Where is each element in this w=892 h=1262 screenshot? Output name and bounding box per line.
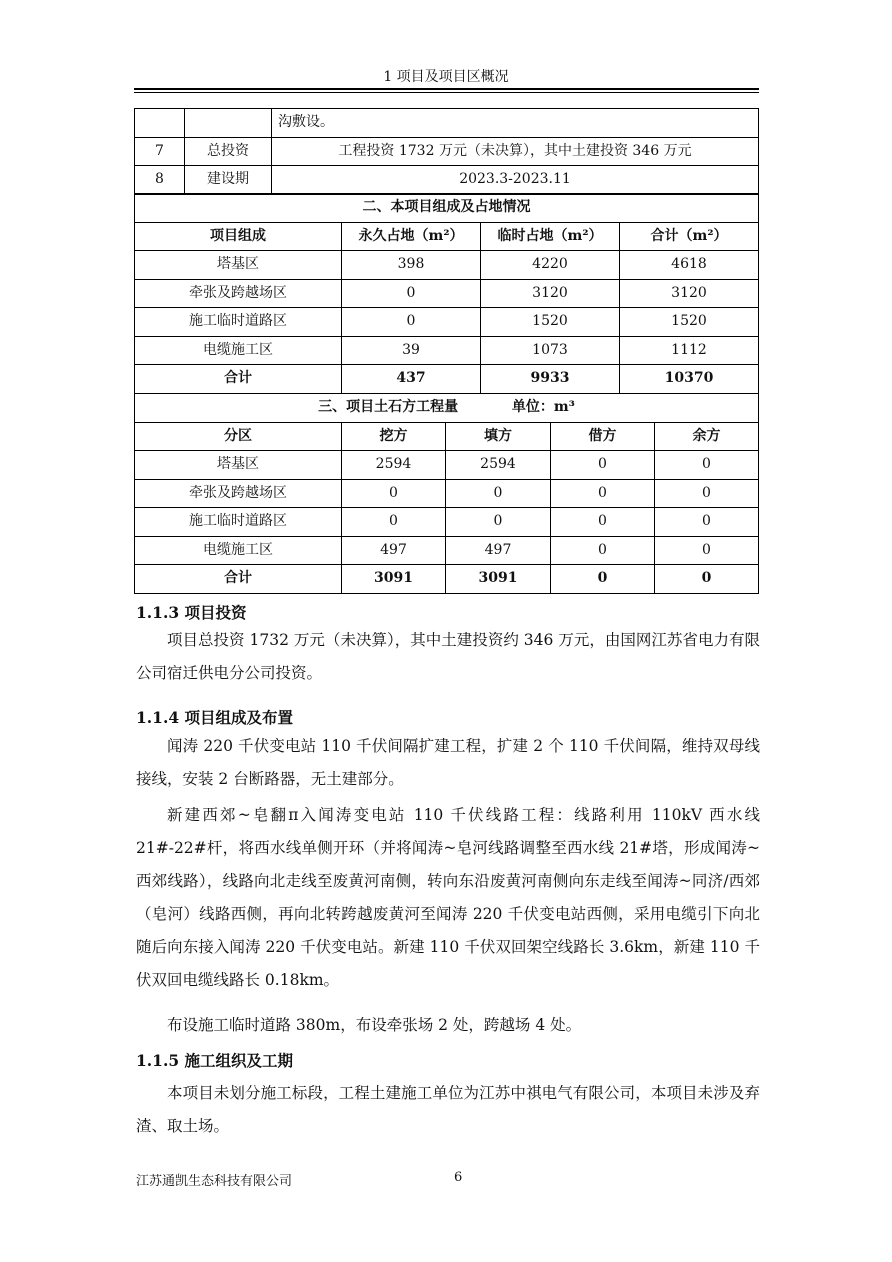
table-title-text: 三、项目土石方工程量 [318, 399, 459, 416]
paragraph: 项目总投资 1732 万元（未决算），其中土建投资约 346 万元，由国网江苏省电力有限公司宿迁供电分公司投资。 [136, 631, 760, 682]
table-row [135, 166, 759, 195]
table-row [135, 479, 759, 508]
table-cell: 0 [342, 508, 446, 537]
header-rule [134, 88, 759, 90]
column-header: 永久占地（m²） [342, 222, 481, 251]
table-row [135, 279, 759, 308]
table-cell: 1112 [620, 336, 759, 365]
table-cell: 1073 [481, 336, 620, 365]
page-header: 1 项目及项目区概况 [383, 69, 509, 85]
table-cell: 牵张及跨越场区 [135, 479, 342, 508]
page-number: 6 [454, 1170, 463, 1185]
footer-company: 江苏通凯生态科技有限公司 [136, 1174, 293, 1189]
table-cell [185, 109, 272, 138]
column-header: 合计（m²） [620, 222, 759, 251]
section-heading: 1.1.4 项目组成及布置 [136, 708, 294, 727]
table-cell: 4220 [481, 251, 620, 280]
table-cell: 塔基区 [135, 251, 342, 280]
table-cell: 电缆施工区 [135, 536, 342, 565]
column-header: 临时占地（m²） [481, 222, 620, 251]
table-cell: 合计 [135, 565, 342, 594]
table-cell: 0 [655, 508, 759, 537]
section-heading: 1.1.5 施工组织及工期 [136, 1051, 294, 1070]
table-row [135, 508, 759, 537]
table-cell: 0 [655, 479, 759, 508]
table-cell: 合计 [135, 365, 342, 394]
section-heading: 1.1.3 项目投资 [136, 603, 247, 622]
table-cell: 497 [446, 536, 551, 565]
table-cell: 3091 [342, 565, 446, 594]
table-cell: 总投资 [185, 137, 272, 166]
earthwork-table [134, 393, 759, 594]
table-unit: 单位：m³ [511, 399, 575, 416]
table-cell: 3120 [481, 279, 620, 308]
table-row [135, 109, 759, 138]
table-cell: 0 [342, 308, 481, 337]
table-cell: 2023.3-2023.11 [272, 166, 759, 195]
table-row [135, 137, 759, 166]
table-cell: 0 [655, 536, 759, 565]
table-cell: 牵张及跨越场区 [135, 279, 342, 308]
table-cell: 9933 [481, 365, 620, 394]
paragraph: 本项目未划分施工标段，工程土建施工单位为江苏中祺电气有限公司，本项目未涉及弃渣、取土场。 [136, 1084, 760, 1135]
table-row [135, 251, 759, 280]
table-cell: 39 [342, 336, 481, 365]
table-cell: 1520 [481, 308, 620, 337]
table-cell: 2594 [446, 451, 551, 480]
project-info-table [134, 108, 759, 195]
table-cell: 3091 [446, 565, 551, 594]
column-header: 余方 [655, 422, 759, 451]
table-total-row [135, 365, 759, 394]
table-cell: 0 [655, 565, 759, 594]
table-title-row [135, 394, 759, 423]
table-cell: 建设期 [185, 166, 272, 195]
table-cell: 2594 [342, 451, 446, 480]
table-row [135, 336, 759, 365]
paragraph: 闻涛 220 千伏变电站 110 千伏间隔扩建工程，扩建 2 个 110 千伏间隔，维持双母线接线，安装 2 台断路器，无土建部分。 [136, 737, 760, 788]
paragraph: 布设施工临时道路 380m，布设牵张场 2 处，跨越场 4 处。 [167, 1016, 582, 1034]
table-cell: 施工临时道路区 [135, 308, 342, 337]
column-header: 项目组成 [135, 222, 342, 251]
table-title: 二、本项目组成及占地情况 [135, 194, 759, 223]
table-cell: 0 [655, 451, 759, 480]
table-cell: 0 [551, 508, 655, 537]
table-cell: 工程投资 1732 万元（未决算），其中土建投资 346 万元 [272, 137, 759, 166]
table-cell: 4618 [620, 251, 759, 280]
header-rule-thin [134, 92, 759, 93]
table-cell [135, 109, 185, 138]
table-cell: 0 [446, 508, 551, 537]
table-cell: 0 [446, 479, 551, 508]
table-cell: 0 [551, 565, 655, 594]
table-title [135, 394, 759, 423]
table-cell: 0 [551, 479, 655, 508]
land-occupation-table [134, 193, 759, 394]
table-header-row [135, 422, 759, 451]
table-row [135, 536, 759, 565]
table-row [135, 451, 759, 480]
table-cell: 8 [135, 166, 185, 195]
table-cell: 497 [342, 536, 446, 565]
column-header: 分区 [135, 422, 342, 451]
table-cell: 0 [342, 279, 481, 308]
table-header-row [135, 222, 759, 251]
table-cell: 0 [551, 451, 655, 480]
column-header: 借方 [551, 422, 655, 451]
table-cell: 沟敷设。 [272, 109, 759, 138]
table-row [135, 308, 759, 337]
column-header: 填方 [446, 422, 551, 451]
table-cell: 398 [342, 251, 481, 280]
column-header: 挖方 [342, 422, 446, 451]
table-total-row [135, 565, 759, 594]
table-cell: 0 [342, 479, 446, 508]
table-cell: 电缆施工区 [135, 336, 342, 365]
table-cell: 7 [135, 137, 185, 166]
table-cell: 10370 [620, 365, 759, 394]
table-cell: 0 [551, 536, 655, 565]
table-cell: 3120 [620, 279, 759, 308]
table-cell: 塔基区 [135, 451, 342, 480]
table-cell: 施工临时道路区 [135, 508, 342, 537]
table-cell: 437 [342, 365, 481, 394]
table-title-row [135, 194, 759, 223]
paragraph: 新建西郊~皂翻π入闻涛变电站 110 千伏线路工程：线路利用 110kV 西水线 21#-22#杆，将西水线单侧开环（并将闻涛~皂河线路调整至西水线 21#塔，形成闻涛~西郊线路），线路向北走线至废黄河南侧，转向东沿废黄河南侧向东走线至闻涛~同济/西郊（皂河）线路西侧，再向北转跨越废黄河至闻涛 220 千伏变电站西侧，采用电缆引下向北随后向东接入闻涛 220 千伏变电站。新建 110 千伏双回架空线路长 3.6km，新建 110 千伏双回电缆线路长 0.18km。 [136, 806, 760, 989]
table-cell: 1520 [620, 308, 759, 337]
